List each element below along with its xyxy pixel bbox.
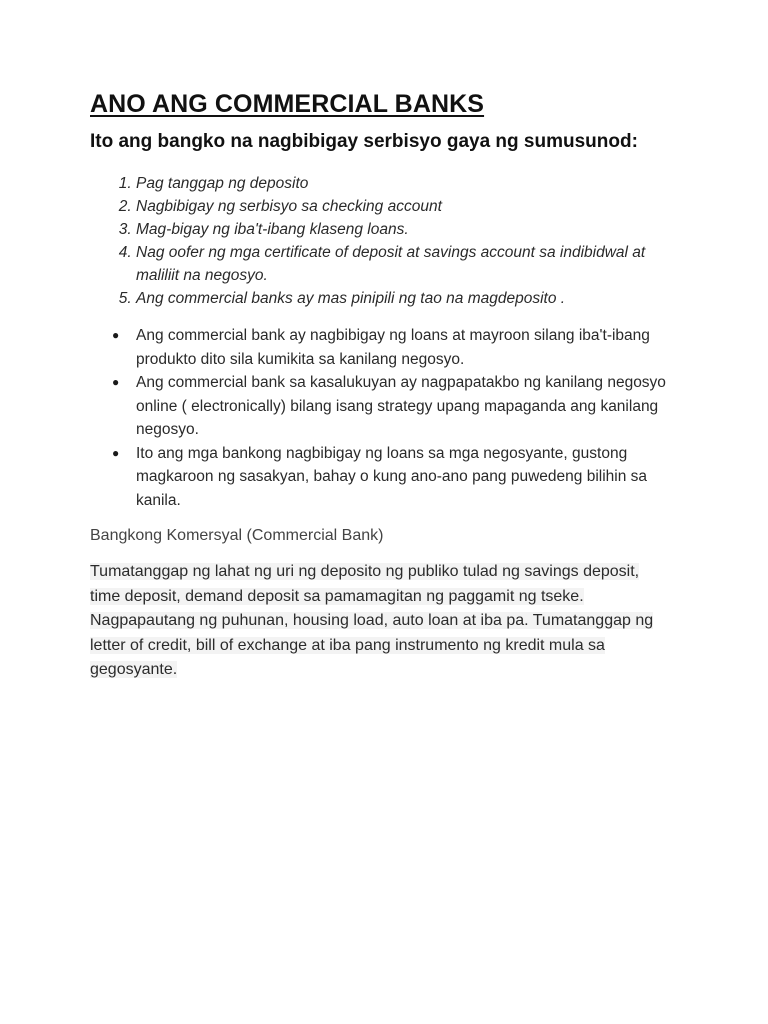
bullet-item-text: Ang commercial bank ay nagbibigay ng loans at mayroon silang iba't-ibang produkto dito sila kumikita sa kanilang negosyo. xyxy=(136,327,650,368)
bullet-item-text: Ito ang mga bankong nagbibigay ng loans sa mga negosyante, gustong magkaroon ng sasakyan, bahay o kung ano-ano pang puwedeng bilihin sa kanila. xyxy=(136,444,648,509)
body-paragraph xyxy=(90,560,665,683)
highlighted-paragraph-text: Tumatanggap ng lahat ng uri ng deposito ng publiko tulad ng savings deposit, time deposit, demand deposit sa pamamagitan ng paggamit ng tseke. Nagpapautang ng puhunan, housing load, auto loan at iba pa. Tumatanggap ng letter of credit, bill of exchange at iba pang instrumento ng kredit mula sa gegosyante. xyxy=(90,563,654,678)
bullet-dot-icon: ● xyxy=(112,445,120,460)
bullet-item xyxy=(112,371,690,442)
numbered-item: 4. Nag oofer ng mga certificate of deposit at savings account sa indibidwal at maliliit na negosyo. xyxy=(136,241,690,287)
bullet-dot-icon: ● xyxy=(112,328,120,342)
bullet-dot-icon: ● xyxy=(112,375,120,389)
numbered-item: 3. Mag-bigay ng iba't-ibang klaseng loans. xyxy=(136,218,690,241)
document-page xyxy=(90,90,690,683)
numbered-list xyxy=(90,172,690,310)
bullet-item xyxy=(112,442,690,513)
bullet-item xyxy=(112,324,690,371)
numbered-item: 1. Pag tanggap ng deposito xyxy=(136,172,690,195)
numbered-item: 5. Ang commercial banks ay mas pinipili ng tao na magdeposito . xyxy=(136,287,690,310)
section-heading: Bangkong Komersyal (Commercial Bank) xyxy=(90,527,384,544)
bullet-item-text: Ang commercial bank sa kasalukuyan ay nagpapatakbo ng kanilang negosyo online ( electronically) bilang isang strategy upang mapaganda ang kanilang negosyo. xyxy=(136,374,666,438)
bullet-list xyxy=(90,324,690,512)
page-title: ANO ANG COMMERCIAL BANKS xyxy=(90,90,485,118)
numbered-item: 2. Nagbibigay ng serbisyo sa checking account xyxy=(136,195,690,218)
page-subtitle: Ito ang bangko na nagbibigay serbisyo gaya ng sumusunod: xyxy=(90,131,638,152)
